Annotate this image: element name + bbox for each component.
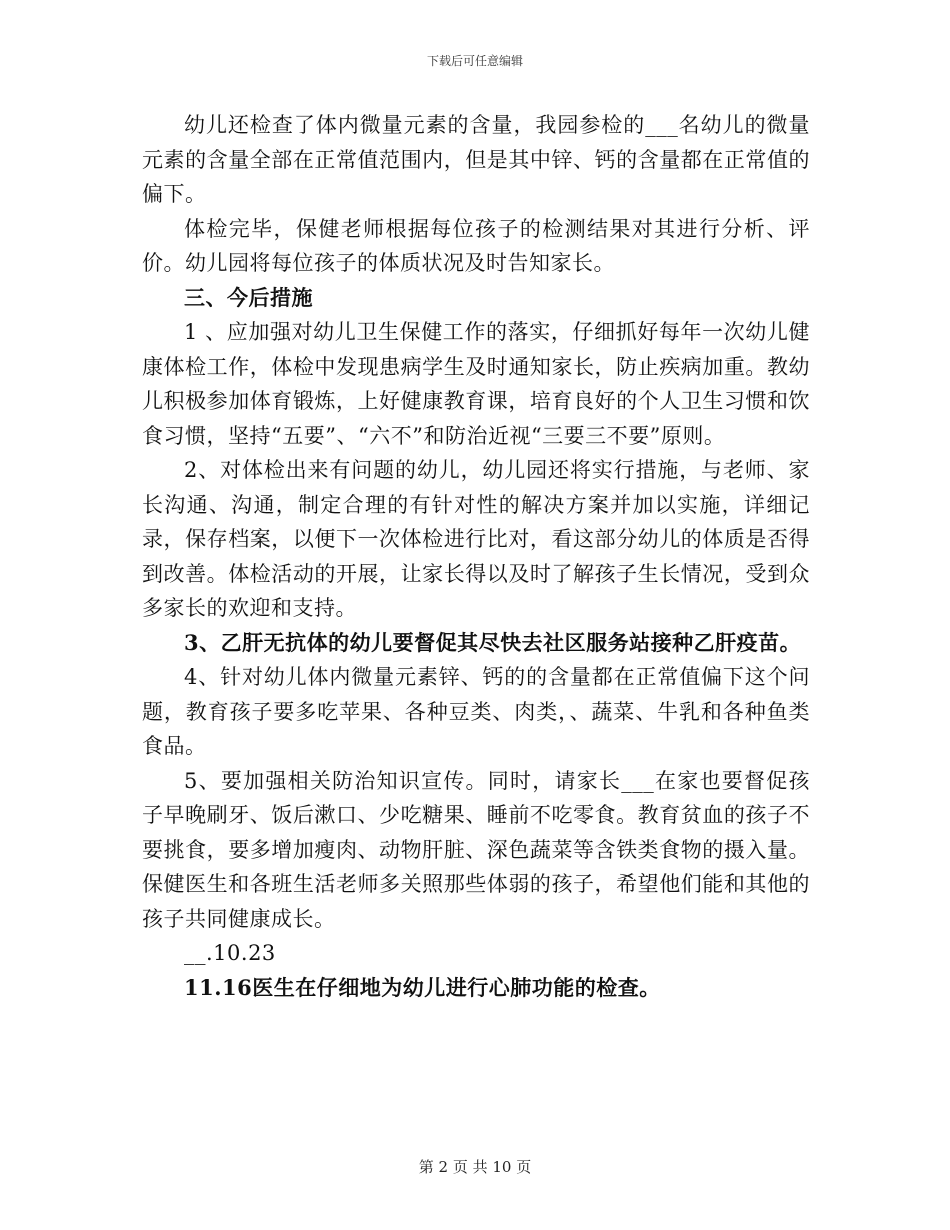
paragraph-measure-5: 5、要加强相关防治知识宣传。同时，请家长___在家也要督促孩子早晚刷牙、饭后漱口、少吃糖果、睡前不吃零食。教育贫血的孩子不要挑食，要多增加瘦肉、动物肝脏、深色蔬菜等含铁类食物的摄入量。保健医生和各班生活老师多关照那些体弱的孩子，希望他们能和其他的孩子共同健康成长。 [142, 768, 810, 931]
page-footer: 第 2 页 共 10 页 [418, 1158, 532, 1176]
paragraph-caption: 11.16医生在仔细地为幼儿进行心肺功能的检查。 [184, 974, 661, 1000]
paragraph-measure-3: 3、乙肝无抗体的幼儿要督促其尽快去社区服务站接种乙肝疫苗。 [184, 629, 802, 655]
paragraph-measure-4: 4、针对幼儿体内微量元素锌、钙的的含量都在正常值偏下这个问题，教育孩子要多吃苹果、各种豆类、肉类，、蔬菜、牛乳和各种鱼类食品。 [142, 665, 810, 758]
paragraph-measure-2: 2、对体检出来有问题的幼儿，幼儿园还将实行措施，与老师、家长沟通、沟通，制定合理的有针对性的解决方案并加以实施，详细记录，保存档案，以便下一次体检进行比对，看这部分幼儿的体质是否得到改善。体检活动的开展，让家长得以及时了解孩子生长情况，受到众多家长的欢迎和支持。 [142, 458, 810, 620]
paragraph-checkup-complete: 体检完毕，保健老师根据每位孩子的检测结果对其进行分析、评价。幼儿园将每位孩子的体质状况及时告知家长。 [142, 216, 810, 275]
date-line: __.10.23 [184, 941, 276, 965]
document-body [142, 108, 810, 1005]
paragraph-measure-1: 1 、应加强对幼儿卫生保健工作的落实，仔细抓好每年一次幼儿健康体检工作，体检中发现患病学生及时通知家长，防止疾病加重。教幼儿积极参加体育锻炼，上好健康教育课，培育良好的个人卫生习惯和饮食习惯，坚持“五要”、“六不”和防治近视“三要三不要”原则。 [142, 320, 810, 448]
section-heading-measures: 三、今后措施 [184, 284, 313, 310]
paragraph-trace-elements: 幼儿还检查了体内微量元素的含量，我园参检的___名幼儿的微量元素的含量全部在正常值范围内，但是其中锌、钙的含量都在正常值的偏下。 [142, 113, 810, 206]
page-header: 下载后可任意编辑 [426, 54, 523, 68]
